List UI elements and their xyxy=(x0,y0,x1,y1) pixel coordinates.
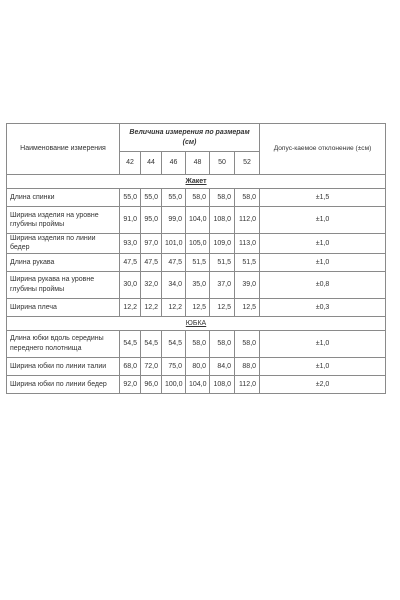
tolerance-value: ±1,0 xyxy=(260,234,386,254)
tolerance-value: ±0,8 xyxy=(260,271,386,298)
table-row xyxy=(7,234,386,254)
measurement-value: 12,5 xyxy=(186,298,210,316)
measurement-name-header: Наименование измерения xyxy=(7,124,120,175)
measurement-value: 58,0 xyxy=(210,189,235,207)
measurement-value: 104,0 xyxy=(186,207,210,234)
measurement-value: 75,0 xyxy=(162,357,186,375)
measurement-value: 72,0 xyxy=(141,357,162,375)
tolerance-value: ±0,3 xyxy=(260,298,386,316)
measurement-value: 47,5 xyxy=(162,253,186,271)
measurement-value: 80,0 xyxy=(186,357,210,375)
tolerance-value: ±2,0 xyxy=(260,375,386,393)
sizes-header: Величина измерения по размерам (см) xyxy=(120,124,260,152)
measurement-name: Длина спинки xyxy=(7,189,120,207)
measurement-value: 54,5 xyxy=(162,330,186,357)
measurement-value: 96,0 xyxy=(141,375,162,393)
measurement-value: 95,0 xyxy=(141,207,162,234)
section-row xyxy=(7,316,386,330)
measurement-value: 47,5 xyxy=(120,253,141,271)
size-number: 52 xyxy=(235,152,260,175)
measurement-name: Ширина юбки по линии талии xyxy=(7,357,120,375)
size-number: 46 xyxy=(162,152,186,175)
tolerance-value: ±1,5 xyxy=(260,189,386,207)
measurement-value: 108,0 xyxy=(210,207,235,234)
tolerance-value: ±1,0 xyxy=(260,330,386,357)
table-row xyxy=(7,357,386,375)
measurement-value: 34,0 xyxy=(162,271,186,298)
measurement-value: 100,0 xyxy=(162,375,186,393)
measurement-value: 35,0 xyxy=(186,271,210,298)
table-row xyxy=(7,375,386,393)
measurement-value: 58,0 xyxy=(186,189,210,207)
tolerance-header: Допус-каемое отклонение (±см) xyxy=(260,124,386,175)
table-row xyxy=(7,298,386,316)
measurement-value: 12,5 xyxy=(210,298,235,316)
measurement-value: 12,2 xyxy=(162,298,186,316)
measurement-value: 91,0 xyxy=(120,207,141,234)
measurement-value: 108,0 xyxy=(210,375,235,393)
measurement-value: 30,0 xyxy=(120,271,141,298)
table-row xyxy=(7,271,386,298)
measurement-value: 37,0 xyxy=(210,271,235,298)
tolerance-value: ±1,0 xyxy=(260,357,386,375)
measurement-value: 55,0 xyxy=(141,189,162,207)
measurement-value: 68,0 xyxy=(120,357,141,375)
tolerance-value: ±1,0 xyxy=(260,207,386,234)
measurement-value: 55,0 xyxy=(162,189,186,207)
size-number: 48 xyxy=(186,152,210,175)
measurement-value: 92,0 xyxy=(120,375,141,393)
measurement-value: 58,0 xyxy=(186,330,210,357)
table-row xyxy=(7,330,386,357)
measurement-value: 12,2 xyxy=(141,298,162,316)
tolerance-value: ±1,0 xyxy=(260,253,386,271)
measurement-value: 97,0 xyxy=(141,234,162,254)
section-title: Жакет xyxy=(7,175,386,189)
measurement-name: Ширина рукава на уровне глубины проймы xyxy=(7,271,120,298)
measurement-value: 109,0 xyxy=(210,234,235,254)
measurement-value: 47,5 xyxy=(141,253,162,271)
measurement-value: 12,5 xyxy=(235,298,260,316)
size-number: 44 xyxy=(141,152,162,175)
measurement-value: 39,0 xyxy=(235,271,260,298)
table-row xyxy=(7,189,386,207)
measurement-name: Ширина изделия на уровне глубины проймы xyxy=(7,207,120,234)
measurement-value: 54,5 xyxy=(141,330,162,357)
measurement-value: 104,0 xyxy=(186,375,210,393)
measurement-value: 93,0 xyxy=(120,234,141,254)
measurement-value: 58,0 xyxy=(210,330,235,357)
measurement-value: 51,5 xyxy=(235,253,260,271)
measurement-value: 112,0 xyxy=(235,207,260,234)
measurement-name: Длина рукава xyxy=(7,253,120,271)
measurement-value: 105,0 xyxy=(186,234,210,254)
measurement-name: Длина юбки вдоль середины переднего полотнища xyxy=(7,330,120,357)
measurement-value: 101,0 xyxy=(162,234,186,254)
measurement-value: 99,0 xyxy=(162,207,186,234)
size-number: 50 xyxy=(210,152,235,175)
size-number: 42 xyxy=(120,152,141,175)
header-row xyxy=(7,124,386,152)
measurement-value: 88,0 xyxy=(235,357,260,375)
measurement-name: Ширина плеча xyxy=(7,298,120,316)
measurement-value: 84,0 xyxy=(210,357,235,375)
measurement-value: 112,0 xyxy=(235,375,260,393)
table-row xyxy=(7,207,386,234)
measurement-value: 12,2 xyxy=(120,298,141,316)
measurement-value: 113,0 xyxy=(235,234,260,254)
size-chart-table xyxy=(6,123,386,394)
measurement-value: 58,0 xyxy=(235,189,260,207)
measurement-value: 51,5 xyxy=(186,253,210,271)
measurement-value: 51,5 xyxy=(210,253,235,271)
measurement-value: 55,0 xyxy=(120,189,141,207)
table-row xyxy=(7,253,386,271)
measurement-value: 32,0 xyxy=(141,271,162,298)
section-title: ЮБКА xyxy=(7,316,386,330)
measurement-name: Ширина изделия по линии бедер xyxy=(7,234,120,254)
measurement-value: 54,5 xyxy=(120,330,141,357)
section-row xyxy=(7,175,386,189)
measurement-value: 58,0 xyxy=(235,330,260,357)
measurement-name: Ширина юбки по линии бедер xyxy=(7,375,120,393)
